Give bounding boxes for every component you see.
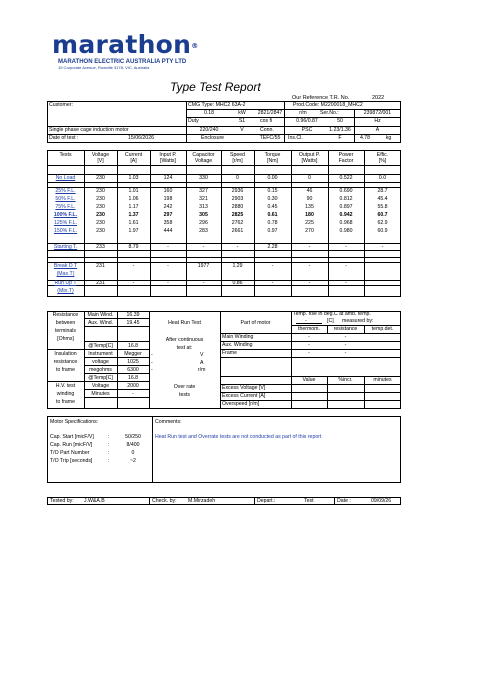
perf-row-divider [47, 182, 401, 183]
insulation-temp-label: @Temp[C] [88, 375, 113, 381]
perf-cell: 230 [96, 204, 105, 210]
company-address: 19 Corporate Avenue, Rowville 3178, VIC, Australia [58, 65, 150, 70]
perf-row-divider [47, 257, 401, 258]
insulation-label-2: resistance [53, 359, 78, 365]
heat-run-rpm-value: - [151, 367, 153, 373]
thermom-col: thermom. [298, 326, 320, 332]
aux-winding-resistance: - [344, 342, 347, 348]
perf-cell: 233 [96, 244, 105, 250]
test-name: 25% F.L. [55, 188, 76, 194]
test-name: 50% F.L. [55, 196, 76, 202]
perf-header-unit: [V] [97, 158, 104, 164]
perf-header-unit: Voltage [194, 158, 213, 164]
specs-comments-box [47, 416, 401, 483]
perf-header-unit: [Nm] [267, 158, 278, 164]
heat-run-v-value: - [151, 352, 153, 358]
perf-cell: 198 [163, 196, 173, 202]
perf-header-unit: [r/m] [232, 158, 243, 164]
checked-by: M.Mirzadeh [188, 498, 216, 504]
test-name: 125% F.L. [53, 220, 78, 226]
frequency: 50 [337, 118, 343, 124]
hv-voltage: 2000 [127, 383, 139, 389]
part-of-motor-label: Part of motor [240, 320, 271, 326]
perf-cell: 180 [305, 212, 314, 218]
perf-cell: 0 [236, 175, 239, 181]
perf-cell: 242 [163, 204, 173, 210]
perf-cell: - [308, 263, 311, 269]
perf-header-unit: [Watts] [301, 158, 318, 164]
perf-header: Torque [264, 152, 281, 158]
power-kw: 0.18 [203, 110, 215, 116]
perf-cell: 305 [199, 212, 208, 218]
aux-winding-thermom: - [308, 342, 310, 348]
resistance-label-4: [Ohms] [57, 336, 74, 342]
marathon-logo: marathon® [52, 30, 199, 59]
aux-wind-label: Aux. Wind. [87, 320, 114, 326]
main-wind-resistance: 16.39 [126, 312, 140, 318]
heat-run-a-value: - [151, 360, 153, 366]
perf-cell: - [167, 263, 169, 269]
main-winding-thermom: - [308, 334, 310, 340]
perf-cell: 231 [96, 263, 105, 269]
insulation-class-label: Ins.Cl. [288, 135, 303, 141]
excess-current-row: Excess Current [A] [222, 393, 266, 399]
frame-row: Frame [222, 350, 237, 356]
insulation-label-3: to frame [55, 367, 76, 373]
hv-test-label-2: winding [56, 391, 75, 397]
frame-resistance: - [344, 350, 347, 356]
perf-cell: 230 [96, 212, 105, 218]
perf-header-unit: [Watts] [160, 158, 176, 164]
speed-unit: r/m [299, 110, 307, 116]
resistance-label: Resistance [52, 312, 79, 318]
perf-cell: 330 [199, 175, 208, 181]
overrate-label: Over rate [173, 384, 196, 390]
perf-cell: 230 [96, 220, 105, 226]
hv-minutes: - [132, 391, 134, 397]
perf-cell: 0.980 [339, 228, 353, 234]
serial-number: 239872/001 [363, 110, 392, 116]
perf-cell: 28.7 [377, 188, 388, 194]
test-name: No Load [55, 175, 76, 181]
heat-run-test-at: test at: [176, 345, 193, 351]
duty-label: Duty [188, 118, 199, 124]
report-title: Type Test Report [170, 80, 261, 94]
resistance-temp-label: @Temp[C] [88, 343, 113, 349]
perf-cell: 2880 [231, 204, 244, 210]
reference-label: Our Reference T.R. No. [292, 95, 350, 101]
perf-cell: 0.15 [267, 188, 278, 194]
perf-cell: 0.897 [339, 204, 353, 210]
perf-cell: - [308, 244, 311, 250]
main-winding-resistance: - [344, 334, 347, 340]
tested-by: J.W&A.B [84, 498, 105, 504]
main-winding-row: Main Winding [222, 334, 254, 340]
perf-cell: 231 [96, 280, 105, 286]
perf-header-unit: [A] [130, 158, 137, 164]
perf-cell: - [271, 280, 274, 286]
megohms-value: 6300 [127, 367, 139, 373]
celsius-label: [C] [327, 318, 334, 324]
frequency-unit: Hz [374, 118, 381, 124]
megohms-label: megohms [89, 367, 112, 373]
resistance-temp: 16.8 [127, 343, 139, 349]
cap-start-value: 50/250 [125, 434, 141, 440]
to-part-value: 0 [131, 450, 135, 456]
perf-cell: - [345, 280, 347, 286]
resistance-label-3: terminals [54, 328, 77, 334]
colon: : [108, 434, 110, 440]
duty-value: S1 [238, 118, 246, 124]
prod-code: Prod.Code: M2200018_MHC2 [293, 102, 363, 108]
test-name: 75% F.L. [55, 204, 76, 210]
perf-cell: 0 [308, 175, 311, 181]
hv-test-label: H.V. test [55, 383, 76, 389]
measured-by-label: measured by: [342, 318, 374, 324]
hv-minutes-label: Minutes [91, 391, 110, 397]
perf-cell: 230 [96, 228, 105, 234]
department-label: Depart.: [257, 498, 276, 504]
perf-cell: 55.8 [377, 204, 388, 210]
insulation-voltage-label: voltage [92, 359, 109, 365]
perf-cell: 0.86 [232, 280, 243, 286]
perf-cell: - [202, 280, 205, 286]
perf-cell: 2825 [231, 212, 244, 218]
comments-title: Comments: [155, 419, 182, 425]
date-of-test: 15/06/2026 [128, 135, 154, 141]
perf-cell: - [345, 263, 347, 269]
perf-cell: 283 [199, 228, 208, 234]
perf-cell: 2903 [231, 196, 244, 202]
perf-cell: 60.7 [377, 212, 388, 218]
perf-cell: 0.97 [267, 228, 278, 234]
company-name: MARATHON ELECTRIC AUSTRALIA PTY LTD [58, 59, 187, 65]
perf-cell: 0.968 [339, 220, 353, 226]
perf-header-unit: [%] [378, 158, 387, 164]
perf-cell: 1.97 [128, 228, 139, 234]
aux-wind-resistance: 19.45 [126, 320, 140, 326]
to-trip-label: T/O Trip [seconds] [50, 458, 93, 464]
minutes-col: minutes [373, 377, 392, 383]
perf-cell: 135 [305, 204, 314, 210]
perf-cell: - [167, 244, 169, 250]
runup-label: Run Up T [54, 280, 77, 286]
breakdown-label: Break D T [53, 263, 78, 269]
rated-current: 1.23/1.36 [329, 127, 351, 133]
perf-cell: - [202, 244, 205, 250]
perf-cell: 0.61 [267, 212, 278, 218]
cmg-type: CMG Type: MHC2 63A-2 [188, 102, 246, 108]
checked-by-label: Check. by: [152, 498, 177, 504]
resistance-col: resistance [333, 326, 358, 332]
insulation-temp: 16.8 [127, 375, 139, 381]
date-label: Date of test : [49, 135, 79, 141]
perf-cell: - [381, 244, 384, 250]
perf-cell: 0.30 [267, 196, 278, 202]
perf-cell: 0.78 [267, 220, 278, 226]
tested-by-label: Tested by: [50, 498, 74, 504]
perf-cell: 124 [163, 175, 173, 181]
motor-description: Single phase cage induction motor [49, 127, 129, 133]
customer-label: Customer: [49, 102, 73, 108]
power-unit: kW [238, 110, 246, 116]
mass: 4.78 [359, 135, 371, 141]
perf-cell: 313 [199, 204, 208, 210]
perf-cell: 358 [163, 220, 173, 226]
perf-header: Tests [59, 152, 72, 158]
insulation-label: Insulation [54, 351, 77, 357]
perf-cell: 62.9 [377, 220, 388, 226]
enclosure-value: TEFC/55 [259, 135, 281, 141]
specs-title: Motor Specifications: [50, 419, 99, 425]
heat-run-v-unit: V [200, 352, 204, 358]
perf-cell: 225 [305, 220, 314, 226]
instrument-value: Megger [124, 351, 142, 357]
temp-rise-title: Temp. rise in deg.C at amb. temp. [293, 311, 371, 317]
main-wind-label: Main Wind. [87, 312, 114, 318]
perf-cell: - [167, 280, 169, 286]
hv-test-label-3: to frame [55, 399, 76, 405]
rated-speed: 2821/2847 [257, 110, 283, 116]
perf-cell: 230 [96, 188, 105, 194]
perf-cell: 2936 [231, 188, 244, 194]
perf-header: Capacitor [192, 152, 215, 158]
test-name: 150% F.L. [53, 228, 78, 234]
perf-header: Input P. [159, 152, 177, 158]
perf-cell: 1.06 [128, 196, 139, 202]
incr-col: %incr. [338, 377, 353, 383]
perf-cell: 1.17 [128, 204, 139, 210]
perf-cell: 0.0 [378, 175, 387, 181]
cap-run-value: 8/400 [126, 442, 140, 448]
perf-header: Current [124, 152, 143, 158]
heat-run-rpm-unit: r/m [198, 367, 206, 373]
overrate-label-2: tests [179, 392, 190, 398]
cap-run-label: Cap. Run [micF/V] [50, 442, 93, 448]
runup-sublabel: (Min.T) [57, 288, 74, 294]
rated-voltage: 220/240 [199, 127, 219, 133]
tempdet-col: temp.det. [371, 326, 394, 332]
excess-voltage-row: Excess Voltage [V] [222, 385, 266, 391]
resistance-label-2: between [55, 320, 76, 326]
perf-cell: 0.942 [339, 212, 353, 218]
perf-cell: 160 [163, 188, 173, 194]
to-trip-value: ~2 [130, 458, 136, 464]
hv-voltage-label: Voltage [91, 383, 110, 389]
perf-cell: 0.812 [339, 196, 353, 202]
perf-cell: 0.522 [339, 175, 353, 181]
perf-cell: 230 [96, 175, 105, 181]
perf-cell: 1.37 [128, 212, 139, 218]
perf-cell: - [271, 263, 274, 269]
perf-header: Speed [229, 152, 245, 158]
instrument-label: Instrument [88, 351, 113, 357]
perf-cell: 2661 [231, 228, 244, 234]
perf-cell: 8.79 [128, 244, 139, 250]
perf-header: Voltage [91, 152, 110, 158]
cos-label: cos fi [260, 118, 273, 124]
test-name: Starting T. [53, 244, 78, 250]
perf-cell: 2762 [231, 220, 244, 226]
perf-cell: 270 [305, 228, 314, 234]
perf-cell: - [345, 244, 347, 250]
perf-cell: 444 [163, 228, 173, 234]
perf-cell: 230 [96, 196, 105, 202]
perf-row-divider [47, 250, 401, 251]
cap-start-label: Cap. Start [micF/V] [50, 434, 94, 440]
perf-header: Power [338, 152, 354, 158]
reference-value: 2022 [372, 95, 385, 101]
perf-cell: 90 [306, 196, 313, 202]
insulation-class: F [338, 135, 342, 141]
colon: : [108, 442, 110, 448]
test-name: 100% F.L. [53, 212, 78, 218]
comments-text: Heat Run test and Overrate tests are not conducted as part of this report [155, 434, 322, 440]
conn-label: Conn. [260, 127, 274, 133]
breakdown-sublabel: (Max.T) [56, 271, 75, 277]
overspeed-row: Overspeed [r/m] [222, 401, 260, 407]
sign-date-label: Date : [337, 498, 351, 504]
perf-cell: - [308, 280, 311, 286]
aux-winding-row: Aux. Winding [222, 342, 253, 348]
perf-cell: - [132, 263, 135, 269]
perf-header: Effic. [376, 152, 389, 158]
perf-header-unit: Factor [338, 158, 354, 164]
sign-date: 09/09/26 [371, 498, 392, 504]
perf-cell: 0.00 [267, 175, 278, 181]
mass-unit: kg [385, 135, 392, 141]
heat-run-a-unit: A [200, 360, 204, 366]
enclosure-label: Enclosure [201, 135, 225, 141]
value-col: Value [302, 377, 316, 383]
frame-thermom: - [308, 350, 310, 356]
amb-temp-value: - [305, 318, 307, 324]
perf-header: Output P. [298, 152, 321, 158]
department: Test [304, 498, 314, 504]
perf-cell: 1977 [197, 263, 210, 269]
perf-cell: 1.61 [128, 220, 139, 226]
current-unit: A [375, 127, 380, 133]
perf-cell: 1.01 [128, 188, 139, 194]
serial-label: Ser.No.: [320, 110, 339, 116]
cos-value: 0.96/0.87 [296, 118, 318, 124]
to-part-label: T/O Part Number [50, 450, 90, 456]
perf-cell: 321 [199, 196, 208, 202]
perf-cell: 297 [163, 212, 173, 218]
colon: : [108, 458, 110, 464]
voltage-unit: V [240, 127, 244, 133]
perf-cell: 0.690 [339, 188, 353, 194]
heat-run-after: After continuous [165, 337, 204, 343]
perf-cell: 2.28 [267, 244, 278, 250]
heat-run-title: Heat Run Test [168, 320, 201, 326]
perf-cell: - [132, 280, 135, 286]
perf-cell: 60.9 [377, 228, 388, 234]
perf-cell: 0.45 [267, 204, 278, 210]
perf-cell: 1.29 [232, 263, 243, 269]
perf-cell: 327 [199, 188, 208, 194]
insulation-voltage: 1025 [127, 359, 139, 365]
perf-cell: 46 [306, 188, 313, 194]
perf-cell: 1.03 [128, 175, 139, 181]
perf-cell: 45.4 [377, 196, 388, 202]
perf-cell: 296 [199, 220, 208, 226]
perf-cell: - [236, 244, 239, 250]
conn-value: PSC [301, 127, 313, 133]
colon: : [108, 450, 110, 456]
